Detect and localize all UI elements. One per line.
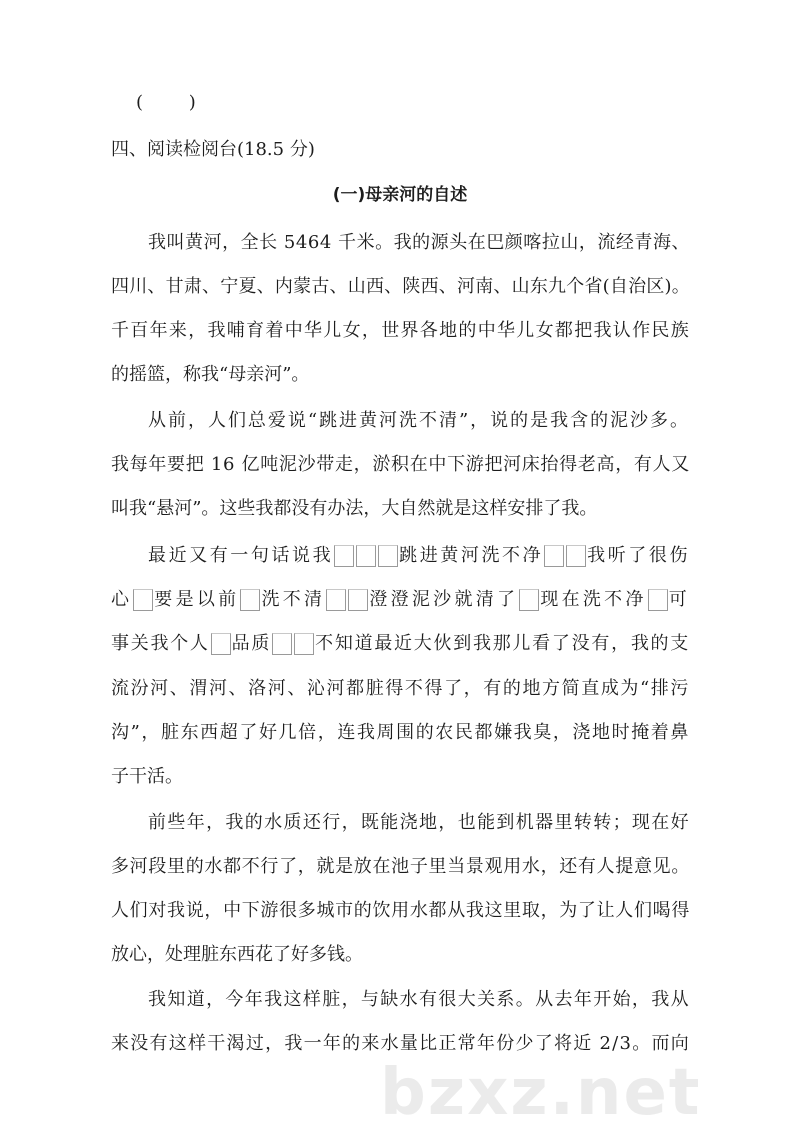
passage-line — [111, 1031, 690, 1057]
passage-line — [148, 408, 690, 434]
line-text: 前些年，我的水质还行，既能浇地，也能到机器里转转；现在好 — [148, 812, 690, 833]
line-text: 可 — [668, 589, 691, 610]
punctuation-answer-box[interactable] — [240, 589, 260, 611]
punctuation-answer-box[interactable] — [356, 545, 376, 567]
passage-line — [111, 764, 183, 790]
passage-line — [148, 230, 690, 256]
punctuation-answer-box[interactable] — [348, 589, 368, 611]
line-text: 人们对我说，中下游很多城市的饮用水都从我这里取，为了让人们喝得 — [111, 900, 690, 921]
punctuation-answer-box[interactable] — [334, 545, 354, 567]
line-text: 子干活。 — [111, 766, 183, 787]
punctuation-answer-box[interactable] — [544, 545, 564, 567]
punctuation-answer-box[interactable] — [211, 633, 231, 655]
passage-line — [111, 854, 690, 880]
punctuation-answer-box[interactable] — [566, 545, 586, 567]
line-text: 品质 — [231, 633, 272, 654]
passage-line — [111, 496, 597, 522]
passage-line — [111, 898, 690, 924]
punctuation-answer-box[interactable] — [326, 589, 346, 611]
passage-line — [111, 942, 363, 968]
punctuation-answer-box[interactable] — [272, 633, 292, 655]
section-heading: 四、阅读检阅台(18.5 分) — [111, 139, 315, 160]
line-text: 我听了很伤 — [587, 545, 691, 566]
passage-line — [111, 362, 309, 388]
punctuation-answer-box[interactable] — [648, 589, 668, 611]
line-text: 千百年来，我哺育着中华儿女，世界各地的中华儿女都把我认作民族 — [111, 320, 690, 341]
line-text: 不知道最近大伙到我那儿看了没有，我的支 — [315, 633, 691, 654]
line-text: 沟”，脏东西超了好几倍，连我周围的农民都嫌我臭，浇地时掩着鼻 — [111, 722, 690, 743]
line-text: 流汾河、渭河、洛河、沁河都脏得不得了，有的地方简直成为“排污 — [111, 678, 690, 699]
line-text: 放心，处理脏东西花了好多钱。 — [111, 944, 363, 965]
passage-line — [111, 452, 690, 478]
passage-line — [111, 631, 690, 657]
line-text: 我每年要把 16 亿吨泥沙带走，淤积在中下游把河床抬得老高，有人又 — [111, 454, 690, 475]
line-text: 我知道，今年我这样脏，与缺水有很大关系。从去年开始，我从 — [148, 989, 690, 1010]
passage-line — [111, 720, 690, 746]
line-text: 最近又有一句话说我 — [148, 545, 334, 566]
watermark: bzxz.net — [380, 1056, 702, 1130]
line-text: 来没有这样干渴过，我一年的来水量比正常年份少了将近 2/3。而向 — [111, 1033, 690, 1054]
passage-line — [111, 587, 690, 613]
punctuation-answer-box[interactable] — [519, 589, 539, 611]
punctuation-answer-box[interactable] — [294, 633, 314, 655]
line-text: 事关我个人 — [111, 633, 210, 654]
line-text: 四川、甘肃、宁夏、内蒙古、山西、陕西、河南、山东九个省(自治区)。 — [111, 276, 690, 297]
line-text: 现在洗不净 — [540, 589, 647, 610]
line-text: 叫我“悬河”。这些我都没有办法，大自然就是这样安排了我。 — [111, 498, 598, 519]
line-text: 要是以前 — [154, 589, 240, 610]
passage-line — [148, 543, 690, 569]
line-text: 跳进黄河洗不净 — [399, 545, 544, 566]
passage-line — [111, 274, 690, 300]
passage-title: (一)母亲河的自述 — [332, 185, 468, 205]
line-text: 从前，人们总爱说“跳进黄河洗不清”，说的是我含的泥沙多。 — [148, 410, 690, 431]
line-text: 的摇篮，称我“母亲河”。 — [111, 364, 310, 385]
line-text: 澄澄泥沙就清了 — [369, 589, 519, 610]
answer-blank-parentheses: ( ) — [136, 92, 196, 113]
passage-line — [148, 810, 690, 836]
passage-line — [111, 318, 690, 344]
punctuation-answer-box[interactable] — [133, 589, 153, 611]
line-text: 洗不清 — [261, 589, 326, 610]
punctuation-answer-box[interactable] — [378, 545, 398, 567]
line-text: 心 — [111, 589, 133, 610]
line-text: 我叫黄河，全长 5464 千米。我的源头在巴颜喀拉山，流经青海、 — [148, 232, 690, 253]
passage-line — [111, 676, 690, 702]
line-text: 多河段里的水都不行了，就是放在池子里当景观用水，还有人提意见。 — [111, 856, 690, 877]
passage-line — [148, 987, 690, 1013]
